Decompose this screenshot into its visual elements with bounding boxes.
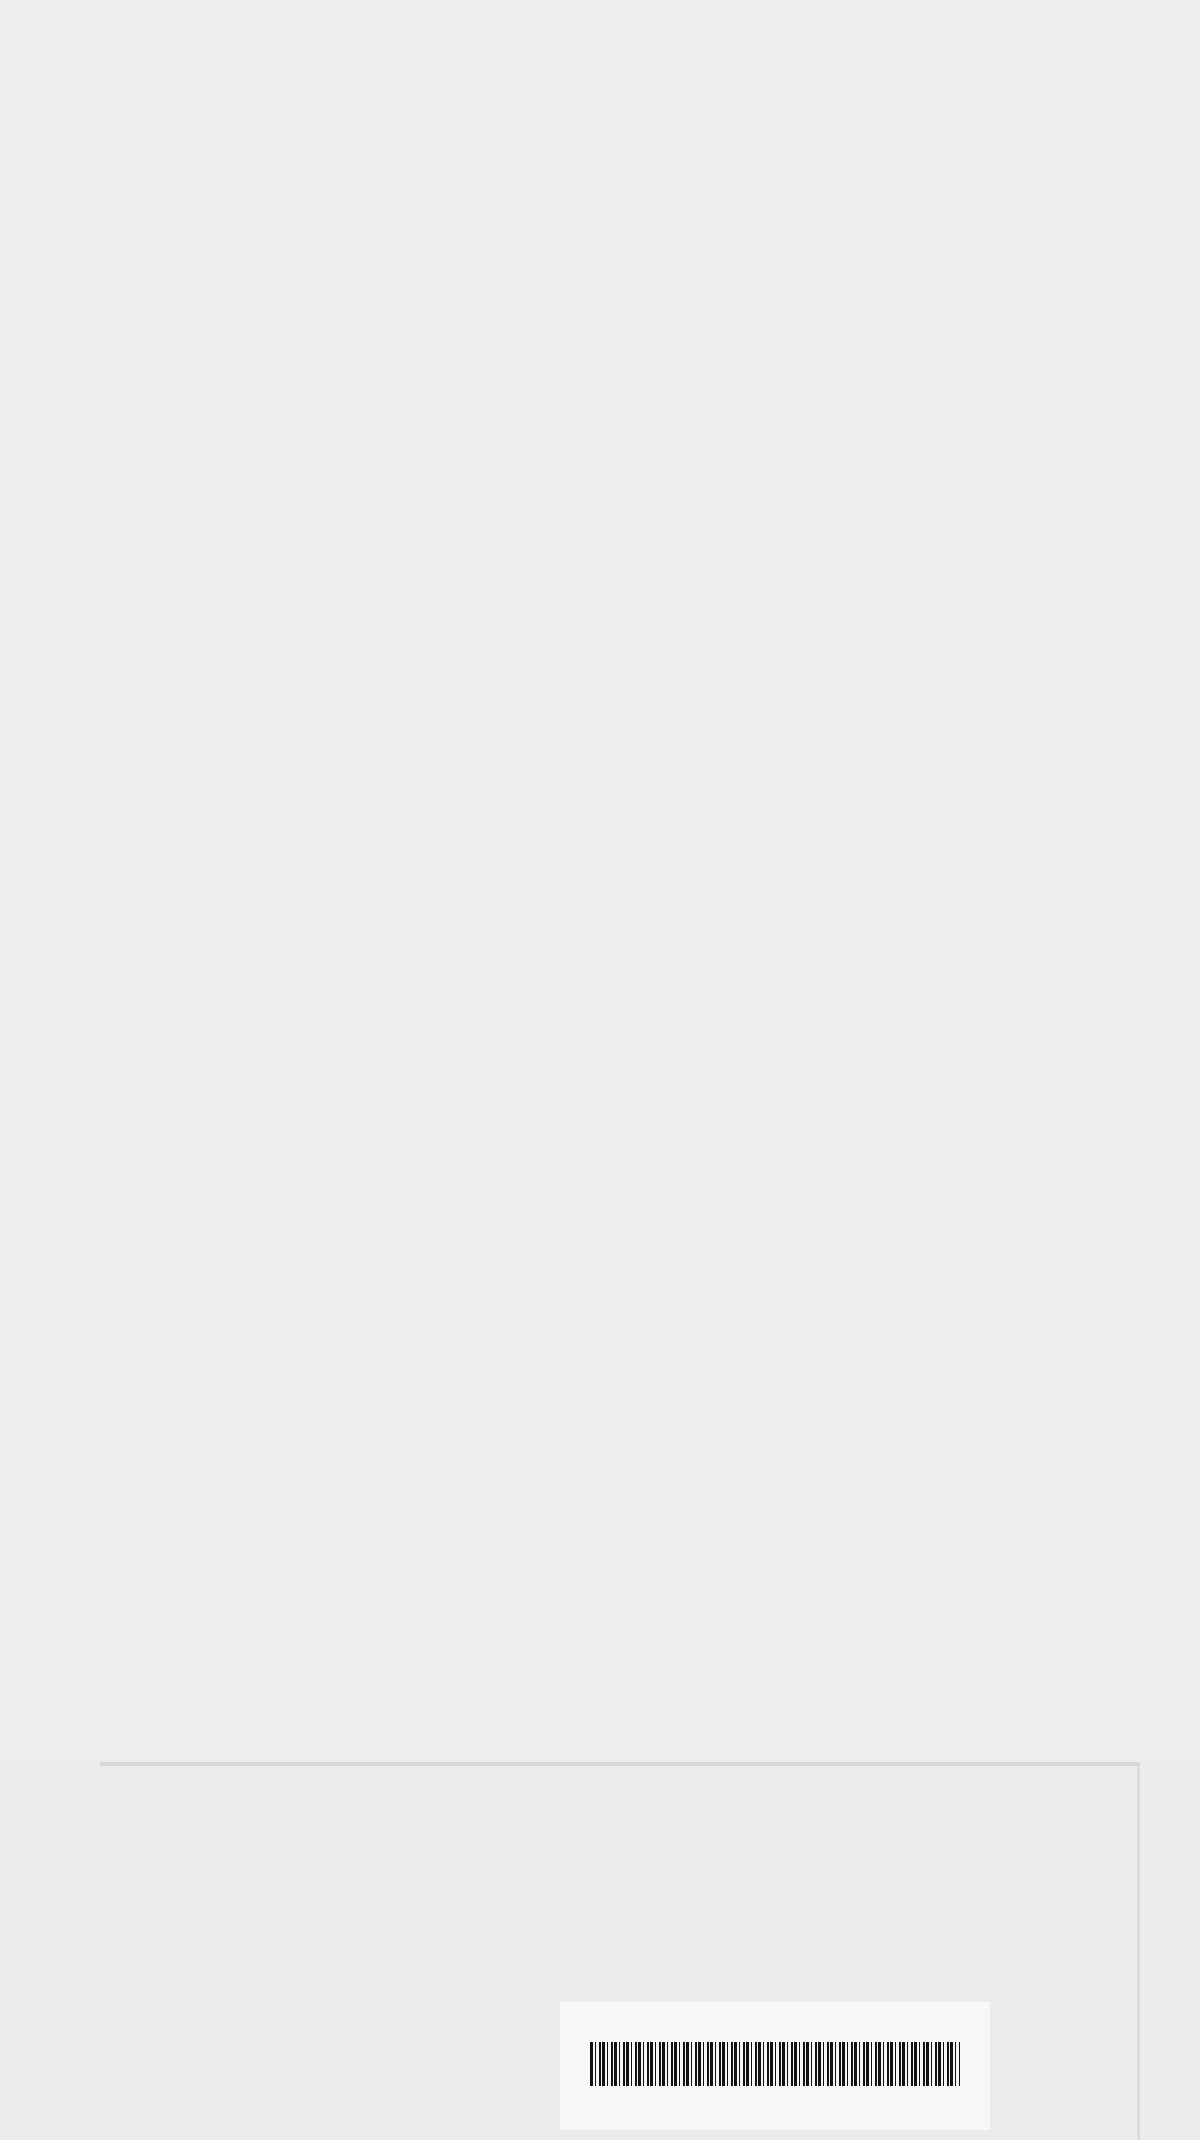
page-edge [1137, 1766, 1140, 2140]
herbarium-barcode-label [560, 2002, 990, 2130]
barcode-icon [590, 2042, 960, 2086]
